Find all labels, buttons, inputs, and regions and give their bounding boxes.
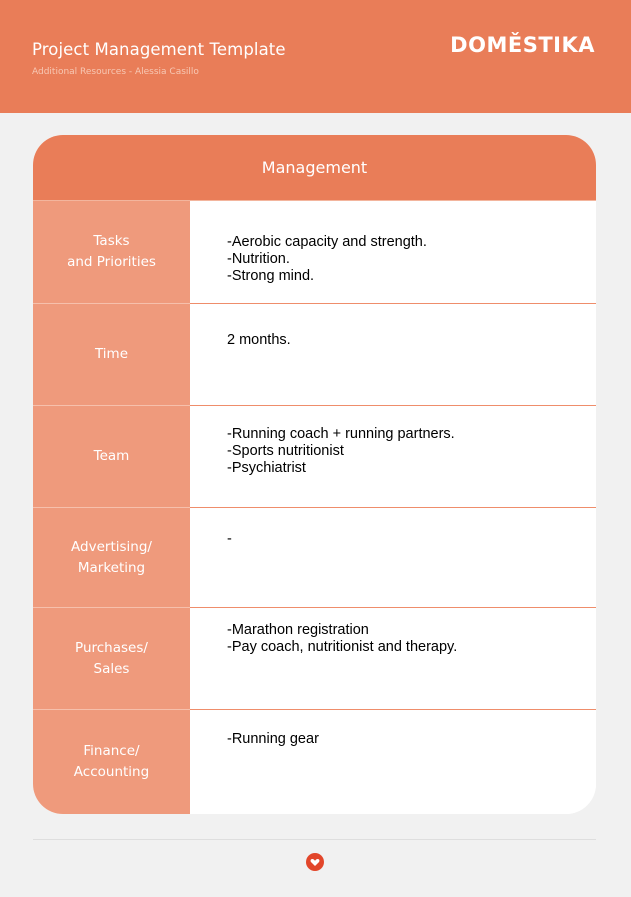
table-rows xyxy=(33,201,596,814)
row-label: Time xyxy=(33,304,190,406)
row-label: Team xyxy=(33,406,190,508)
content-line: -Psychiatrist xyxy=(227,460,306,476)
row-label: Purchases/ Sales xyxy=(33,608,190,710)
row-label: Tasks and Priorities xyxy=(33,201,190,304)
row-label: Finance/ Accounting xyxy=(33,710,190,814)
content-line: -Pay coach, nutritionist and therapy. xyxy=(227,639,458,655)
table-row xyxy=(33,710,596,814)
page-subtitle: Additional Resources - Alessia Casillo xyxy=(32,67,199,77)
row-content xyxy=(190,406,596,507)
content-line: -Sports nutritionist xyxy=(227,443,344,459)
content-line: -Marathon registration xyxy=(227,622,369,638)
page-header xyxy=(0,0,631,113)
content-line: -Aerobic capacity and strength. xyxy=(227,234,427,250)
heart-icon xyxy=(306,853,324,871)
management-table xyxy=(33,135,596,814)
table-row xyxy=(33,608,596,710)
row-content xyxy=(190,710,596,814)
row-label: Advertising/ Marketing xyxy=(33,508,190,608)
row-content xyxy=(190,201,596,303)
page-title: Project Management Template xyxy=(32,40,286,59)
content-line: -Running coach + running partners. xyxy=(227,426,455,442)
footer-divider xyxy=(33,839,596,840)
content-line: -Strong mind. xyxy=(227,268,315,284)
content-line: -Running gear xyxy=(227,731,319,747)
table-row xyxy=(33,201,596,304)
content-line: -Nutrition. xyxy=(227,251,290,267)
content-line: - xyxy=(227,531,232,547)
content-line: 2 months. xyxy=(227,332,291,348)
table-row xyxy=(33,304,596,406)
table-title: Management xyxy=(33,135,596,201)
table-row xyxy=(33,406,596,508)
row-content xyxy=(190,608,596,709)
domestika-logo: DOMĚSTIKA xyxy=(450,33,595,57)
row-content xyxy=(190,304,596,405)
table-row xyxy=(33,508,596,608)
row-content xyxy=(190,508,596,607)
